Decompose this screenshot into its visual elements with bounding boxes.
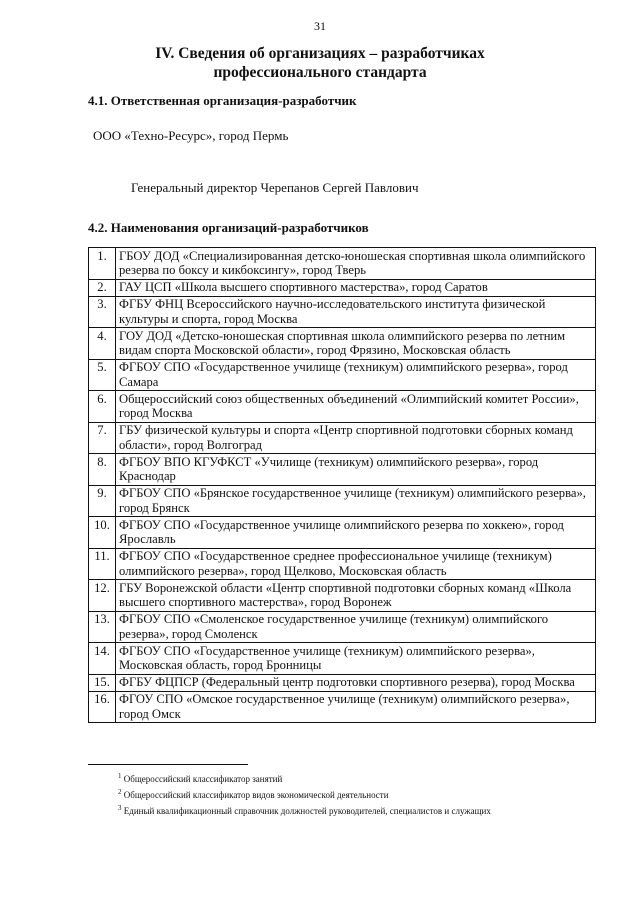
org-name: ФГБУ ФНЦ Всероссийского научно-исследовательского института физической культуры и спорта, город Москва <box>116 296 596 328</box>
row-number: 14. <box>89 643 116 675</box>
org-name: ГБУ физической культуры и спорта «Центр спортивной подготовки сборных команд области», город Волгоград <box>116 422 596 454</box>
table-row <box>89 674 596 691</box>
table-row <box>89 391 596 423</box>
row-number: 16. <box>89 691 116 723</box>
developer-orgs-table <box>88 247 596 723</box>
footnote-divider <box>88 764 248 765</box>
footnote-text: Единый квалификационный справочник должностей руководителей, специалистов и служащих <box>121 806 491 816</box>
footnote-mark: 1 <box>118 772 122 780</box>
org-name: ГБОУ ДОД «Специализированная детско-юношеская спортивная школа олимпийского резерва по боксу и кикбоксингу», город Тверь <box>116 248 596 280</box>
responsible-org-name: ООО «Техно-Ресурс», город Пермь <box>93 128 289 143</box>
footnote <box>118 770 491 786</box>
row-number: 3. <box>89 296 116 328</box>
responsible-org-heading: 4.1. Ответственная организация-разработчик <box>88 93 357 108</box>
section-title-line-1: IV. Сведения об организациях – разработчиках <box>155 45 485 62</box>
row-number: 2. <box>89 279 116 296</box>
org-name: Общероссийский союз общественных объединений «Олимпийский комитет России», город Москва <box>116 391 596 423</box>
table-row <box>89 328 596 360</box>
org-name: ГБУ Воронежской области «Центр спортивной подготовки сборных команд «Школа высшего спортивного мастерства», город Воронеж <box>116 580 596 612</box>
footnotes <box>118 770 491 818</box>
table-row <box>89 643 596 675</box>
table-row <box>89 548 596 580</box>
footnote <box>118 786 491 802</box>
row-number: 1. <box>89 248 116 280</box>
org-name: ГАУ ЦСП «Школа высшего спортивного мастерства», город Саратов <box>116 279 596 296</box>
org-name: ФГОУ СПО «Омское государственное училище (техникум) олимпийского резерва», город Омск <box>116 691 596 723</box>
footnote-text: Общероссийский классификатор занятий <box>121 774 283 784</box>
table-row <box>89 422 596 454</box>
org-name: ФГБОУ СПО «Брянское государственное училище (техникум) олимпийского резерва», город Брянск <box>116 485 596 517</box>
developer-orgs-heading: 4.2. Наименования организаций-разработчиков <box>88 220 369 235</box>
table-row <box>89 359 596 391</box>
row-number: 13. <box>89 611 116 643</box>
org-name: ФГБОУ СПО «Государственное среднее профессиональное училище (техникум) олимпийского резерва», город Щелково, Московская область <box>116 548 596 580</box>
page-number: 31 <box>314 19 326 33</box>
table-row <box>89 279 596 296</box>
row-number: 11. <box>89 548 116 580</box>
row-number: 10. <box>89 517 116 549</box>
row-number: 5. <box>89 359 116 391</box>
footnote-mark: 2 <box>118 788 122 796</box>
table-row <box>89 517 596 549</box>
row-number: 9. <box>89 485 116 517</box>
table-row <box>89 611 596 643</box>
row-number: 12. <box>89 580 116 612</box>
row-number: 8. <box>89 454 116 486</box>
org-name: ФГБОУ СПО «Государственное училище (техникум) олимпийского резерва», Московская область, город Бронницы <box>116 643 596 675</box>
section-title <box>0 44 640 82</box>
director-name: Генеральный директор Черепанов Сергей Павлович <box>131 180 419 195</box>
table-row <box>89 248 596 280</box>
footnote <box>118 802 491 818</box>
org-name: ФГБОУ СПО «Государственное училище олимпийского резерва по хоккею», город Ярославль <box>116 517 596 549</box>
table-row <box>89 485 596 517</box>
footnote-text: Общероссийский классификатор видов экономической деятельности <box>121 790 389 800</box>
row-number: 7. <box>89 422 116 454</box>
section-title-line-2: профессионального стандарта <box>213 64 427 81</box>
org-name: ФГБОУ ВПО КГУФКСТ «Училище (техникум) олимпийского резерва», город Краснодар <box>116 454 596 486</box>
org-name: ФГБУ ФЦПСР (Федеральный центр подготовки спортивного резерва), город Москва <box>116 674 596 691</box>
table-row <box>89 454 596 486</box>
footnote-mark: 3 <box>118 804 122 812</box>
row-number: 4. <box>89 328 116 360</box>
table-row <box>89 691 596 723</box>
row-number: 6. <box>89 391 116 423</box>
org-name: ГОУ ДОД «Детско-юношеская спортивная школа олимпийского резерва по летним видам спорта Московской области», город Фрязино, Московская область <box>116 328 596 360</box>
row-number: 15. <box>89 674 116 691</box>
table-row <box>89 580 596 612</box>
table-row <box>89 296 596 328</box>
org-name: ФГБОУ СПО «Смоленское государственное училище (техникум) олимпийского резерва», город Смоленск <box>116 611 596 643</box>
org-name: ФГБОУ СПО «Государственное училище (техникум) олимпийского резерва», город Самара <box>116 359 596 391</box>
